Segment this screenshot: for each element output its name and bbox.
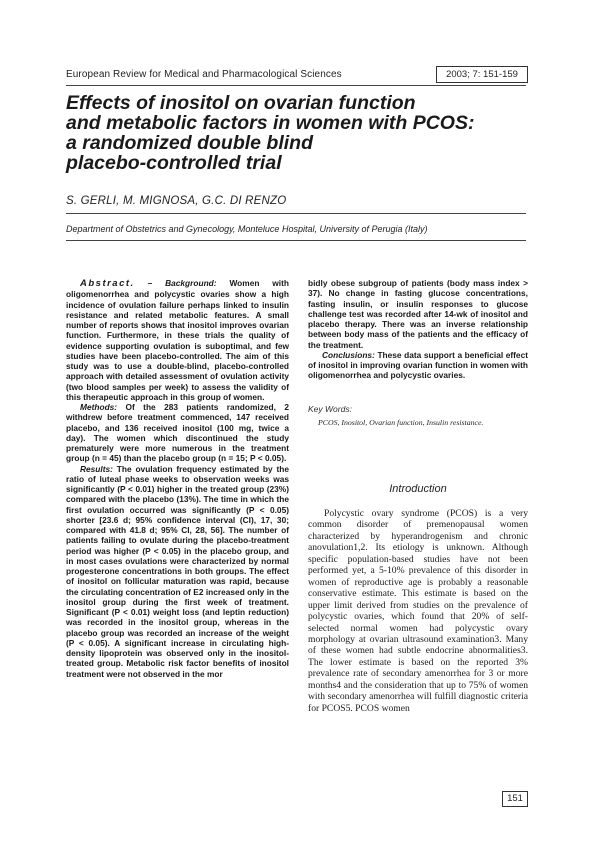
title-line: Effects of inositol on ovarian function <box>66 92 416 114</box>
results-label: Results: <box>80 463 113 474</box>
conclusions-label: Conclusions: <box>322 349 375 360</box>
abstract-label: Abstract. <box>80 278 135 289</box>
introduction-body <box>308 508 528 714</box>
conclusions-text: These data support a beneficial effect of inositol in improving ovarian function in women with oligomenorrhea and polycystic ovaries. <box>308 349 528 381</box>
article-title <box>66 93 531 173</box>
title-line: a randomized double blind <box>66 132 314 154</box>
methods-label: Methods: <box>80 402 118 412</box>
background-text: Women with oligomenorrhea and polycystic ovaries show a high incidence of ovulation failure perhaps linked to insulin resistance and related metabolic features. A small number of reports shows that inositol improves ovarian function. Furthermore, in these trials the quality of evidence supporting ovulation is suboptimal, and few studies have been placebo-controlled. The aim of this study was to use a double-blind, placebo-controlled approach with detailed assessment of ovulation activity (two blood samples per week) to assess the validity of this therapeutic approach in this group of women. <box>66 278 289 402</box>
abstract-results <box>66 464 289 679</box>
introduction-paragraph: Polycystic ovary syndrome (PCOS) is a very common disorder of premenopausal women characterized by hyperandrogenism and chronic anovulation1,2. Its etiology is unknown. Although specific population-based studies have not been performed yet, a 5-10% prevalence of this disorder in women of reproductive age is probably a reasonable conservative estimate. This estimate is based on the upper limit derived from studies on the prevalence of polycystic ovaries, which found that 20% of self-selected normal women had polycystic ovary morphology at ovarian ultrasound examination3. Many of these women had subtle endocrine abnormalities3. The lower estimate is based on the reported 3% prevalence rate of secondary amenorrhea for 3 or more months4 and the consideration that up to 75% of women with secondary amenorrhea will fulfill diagnostic criteria for PCOS5. PCOS women <box>308 508 528 714</box>
author-list: S. GERLI, M. MIGNOSA, G.C. DI RENZO <box>66 195 287 207</box>
abstract-left-column <box>66 278 289 679</box>
keywords-label: Key Words: <box>308 404 352 414</box>
title-line: and metabolic factors in women with PCOS: <box>66 112 475 134</box>
keywords-text: PCOS, Inositol, Ovarian function, Insulin resistance. <box>318 418 484 427</box>
abstract-right-column <box>308 278 528 381</box>
page-number: 151 <box>502 791 528 807</box>
abstract-background <box>66 278 289 402</box>
methods-text: Of the 283 patients randomized, 2 withdrew before treatment commenced, 147 received placebo, and 136 received inositol (100 mg, twice a day). The women which discontinued the study prematurely were more numerous in the treatment group (n = 45) than the placebo group (n = 15; P < 0.05). <box>66 402 289 464</box>
abstract-methods <box>66 402 289 464</box>
introduction-heading: Introduction <box>389 483 447 495</box>
header-divider <box>66 85 526 86</box>
affiliation-divider <box>66 240 526 241</box>
background-label: – Background: <box>147 278 217 288</box>
abstract-results-continued <box>308 278 528 350</box>
results-text: The ovulation frequency estimated by the ratio of luteal phase weeks to observation weeks was significantly (P < 0.01) higher in the treated group (23%) compared with the placebo (13%). The time in which the first ovulation occurred was significantly (P < 0.05) shorter [23.6 d; 95% confidence interval (CI), 17, 30; compared with 41.8 d; 95% CI, 28, 56]. The number of patients failing to ovulate during the placebo-treatment period was higher (P < 0.05) in the placebo group, and in most cases ovulations were characterized by normal progesterone concentrations in both groups. The effect of inositol on follicular maturation was rapid, because the circulating concentration of E2 increased only in the inositol group during the first week of treatment. Significant (P < 0.01) weight loss (and leptin reduction) was recorded in the inositol group, whereas in the placebo group was recorded an increase of the weight (P < 0.05). A significant increase in circulating high-density lipoprotein was observed only in the inositol-treated group. Metabolic risk factor benefits of inositol treatment were not observed in the mor <box>66 463 290 679</box>
authors-divider <box>66 213 526 214</box>
abstract-conclusions <box>308 350 528 381</box>
results-text-continued: bidly obese subgroup of patients (body mass index > 37). No change in fasting glucose concentrations, fasting insulin, or insulin responses to glucose challenge test was recorded after 14-wk of inositol and placebo therapy. There was an inverse relationship between body mass of the patients and the efficacy of the treatment. <box>308 278 528 350</box>
title-line: placebo-controlled trial <box>66 152 282 174</box>
volume-citation: 2003; 7: 151-159 <box>436 66 528 83</box>
journal-name: European Review for Medical and Pharmacological Sciences <box>66 69 342 80</box>
affiliation: Department of Obstetrics and Gynecology, Monteluce Hospital, University of Perugia (Italy) <box>66 224 428 234</box>
